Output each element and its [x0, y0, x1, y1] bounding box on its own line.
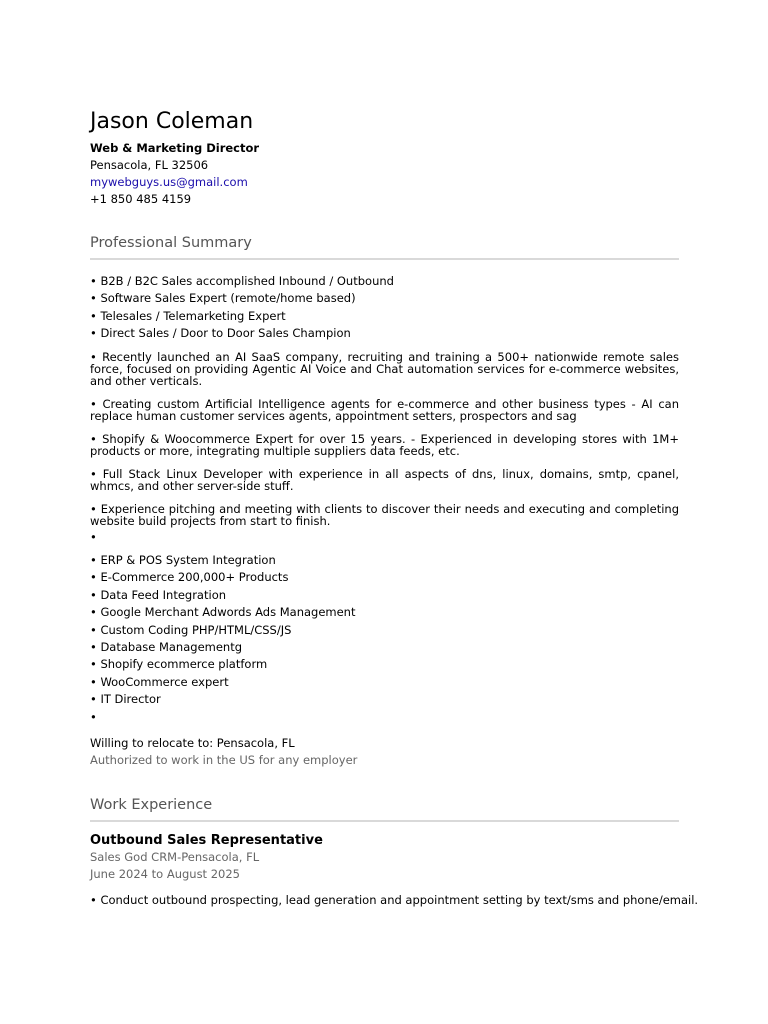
- job-company: Sales God CRM-Pensacola, FL: [90, 850, 260, 864]
- empty-bullet: •: [90, 530, 97, 544]
- list-item: • Database Managementg: [90, 640, 243, 655]
- summary-paragraph-3: [90, 433, 679, 457]
- job-dates: June 2024 to August 2025: [90, 867, 240, 882]
- skills-bullets: [90, 552, 679, 726]
- work-experience-heading: Work Experience: [90, 795, 679, 822]
- contact-info: [90, 140, 259, 208]
- list-item: • Google Merchant Adwords Ads Management: [90, 605, 356, 620]
- phone: +1 850 485 4159: [90, 192, 192, 206]
- list-item: • Conduct outbound prospecting, lead generation and appointment setting by text/sms and phone/email.: [90, 893, 699, 907]
- list-item: • Software Sales Expert (remote/home based): [90, 291, 356, 306]
- professional-summary-heading: Professional Summary: [90, 233, 679, 260]
- list-item: • Telesales / Telemarketing Expert: [90, 308, 286, 323]
- summary-paragraph: • Shopify & Woocommerce Expert for over 15 years. - Experienced in developing stores with 1M+ products or more, integrating multiple suppliers data feeds, etc.: [90, 432, 679, 458]
- job-title-headline: Web & Marketing Director: [90, 141, 260, 155]
- list-item: • Custom Coding PHP/HTML/CSS/JS: [90, 622, 292, 637]
- list-item: • Shopify ecommerce platform: [90, 657, 268, 672]
- summary-paragraph-5: [90, 503, 679, 527]
- summary-paragraph: • Recently launched an AI SaaS company, recruiting and training a 500+ nationwide remote sales force, focused on providing Agentic AI Voice and Chat automation services for e-commerce websites, and other verticals.: [90, 350, 679, 388]
- summary-paragraph: • Full Stack Linux Developer with experience in all aspects of dns, linux, domains, smtp, cpanel, whmcs, and other server-side stuff.: [90, 467, 679, 493]
- candidate-name: Jason Coleman: [90, 109, 254, 134]
- list-item: • Direct Sales / Door to Door Sales Champion: [90, 326, 351, 341]
- list-item: • ERP & POS System Integration: [90, 553, 276, 567]
- job-position-title: Outbound Sales Representative: [90, 833, 323, 848]
- work-authorization: [90, 735, 679, 770]
- summary-paragraph: • Experience pitching and meeting with clients to discover their needs and executing and completing website build projects from start to finish.: [90, 502, 679, 528]
- list-item: • E-Commerce 200,000+ Products: [90, 570, 289, 585]
- summary-top-bullets: [90, 273, 679, 343]
- summary-paragraph-1: [90, 351, 679, 387]
- empty-bullet: •: [90, 709, 97, 724]
- email-link[interactable]: mywebguys.us@gmail.com: [90, 175, 248, 189]
- list-item: • B2B / B2C Sales accomplished Inbound / Outbound: [90, 274, 394, 288]
- job-meta: [90, 849, 679, 884]
- job-bullets: [90, 892, 699, 909]
- summary-paragraph-4: [90, 468, 679, 492]
- summary-paragraph: • Creating custom Artificial Intelligence agents for e-commerce and other business types - AI can replace human customer services agents, appointment setters, prospectors and sag: [90, 397, 679, 423]
- list-item: • Data Feed Integration: [90, 587, 227, 602]
- list-item: • IT Director: [90, 692, 161, 707]
- location: Pensacola, FL 32506: [90, 158, 209, 172]
- summary-paragraph-2: [90, 398, 679, 422]
- relocate-text: Willing to relocate to: Pensacola, FL: [90, 736, 295, 750]
- authorization-text: Authorized to work in the US for any employer: [90, 753, 358, 768]
- list-item: • WooCommerce expert: [90, 674, 229, 689]
